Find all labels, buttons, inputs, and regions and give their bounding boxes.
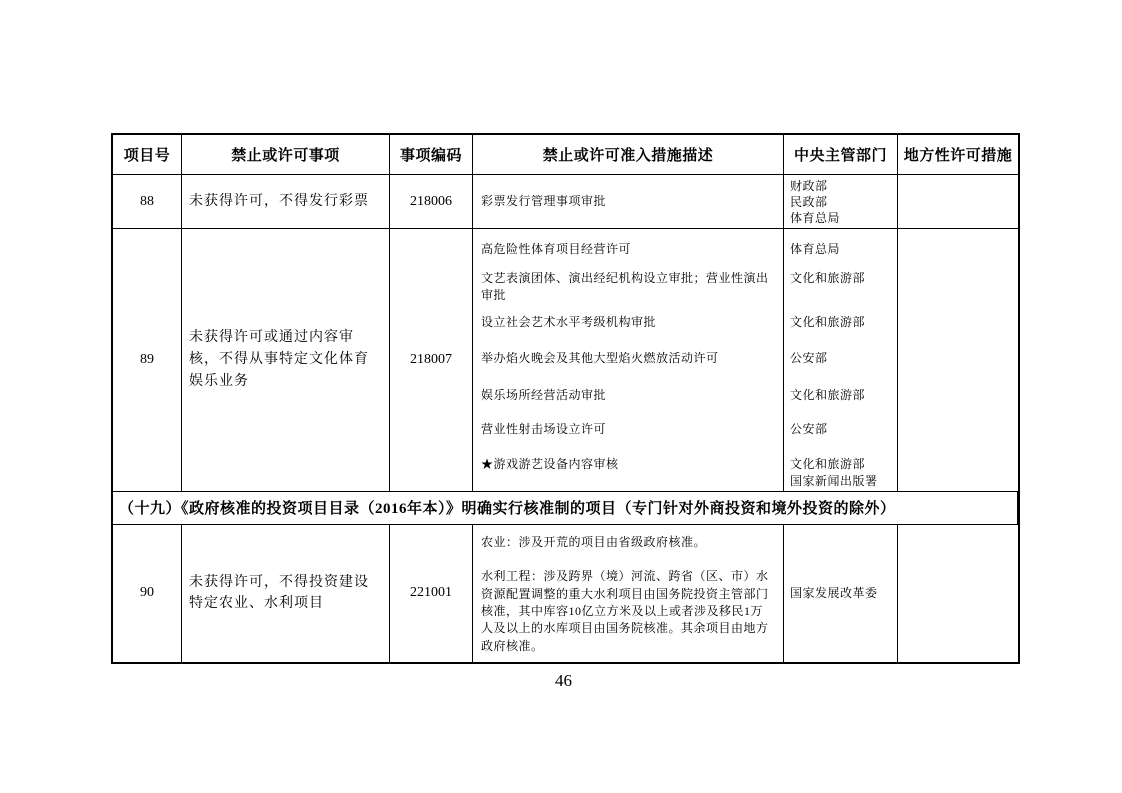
department-line: 国家新闻出版署 — [790, 474, 878, 489]
col-header-item-code: 事项编码 — [390, 135, 473, 175]
measure-pair — [473, 264, 897, 308]
row88-local-measures-empty — [898, 175, 1018, 229]
page-number: 46 — [555, 671, 572, 690]
measure-pair — [473, 308, 897, 344]
measure-department: 公安部 — [790, 351, 828, 365]
row90-central-department: 国家发展改革委 — [784, 525, 898, 662]
measure-description: 娱乐场所经营活动审批 — [473, 381, 784, 415]
measure-pair — [473, 381, 897, 415]
measure-department: 文化和旅游部 — [790, 388, 866, 402]
col-header-measure-description: 禁止或许可准入措施描述 — [473, 135, 784, 175]
section-heading: （十九）《政府核准的投资项目目录（2016年本）》明确实行核准制的项目（专门针对外商投资和境外投资的除外） — [113, 492, 1018, 525]
row89-local-measures-empty — [898, 229, 1018, 492]
row89-measures-cell — [473, 229, 898, 492]
measure-pair — [473, 415, 897, 450]
prohibition-permit-table — [111, 133, 1020, 664]
measure-description: 农业：涉及开荒的项目由省级政府核准。 — [481, 534, 707, 549]
row89-measure-pairs — [473, 229, 897, 491]
measure-description: 设立社会艺术水平考级机构审批 — [473, 308, 784, 344]
row90-local-measures-empty — [898, 525, 1018, 662]
row88-central-departments — [784, 175, 898, 229]
row90-prohibited-item: 未获得许可，不得投资建设特定农业、水利项目 — [182, 525, 390, 662]
department-line: 文化和旅游部 — [790, 457, 866, 471]
col-header-central-department: 中央主管部门 — [784, 135, 898, 175]
row90-item-code: 221001 — [390, 525, 473, 662]
row89-project-number: 89 — [113, 229, 182, 492]
measure-description: 举办焰火晚会及其他大型焰火燃放活动许可 — [473, 344, 784, 381]
col-header-prohibited-item: 禁止或许可事项 — [182, 135, 390, 175]
row89-prohibited-item: 未获得许可或通过内容审核，不得从事特定文化体育娱乐业务 — [182, 229, 390, 492]
measure-department: 文化和旅游部 — [790, 271, 866, 285]
row88-prohibited-item: 未获得许可，不得发行彩票 — [182, 175, 390, 229]
row88-project-number: 88 — [113, 175, 182, 229]
department-line: 体育总局 — [790, 211, 841, 225]
row90-project-number: 90 — [113, 525, 182, 662]
measure-departments — [784, 450, 897, 491]
measure-department: 公安部 — [790, 422, 828, 436]
row88-item-code: 218006 — [390, 175, 473, 229]
col-header-project-number: 项目号 — [113, 135, 182, 175]
measure-description: 文艺表演团体、演出经纪机构设立审批；营业性演出审批 — [473, 264, 784, 308]
col-header-local-measures: 地方性许可措施 — [898, 135, 1018, 175]
measure-description: 营业性射击场设立许可 — [473, 415, 784, 450]
measure-pair — [473, 450, 897, 491]
measure-department: 文化和旅游部 — [790, 315, 866, 329]
row90-measure-descriptions — [473, 525, 784, 662]
measure-description: 水利工程：涉及跨界（境）河流、跨省（区、市）水资源配置调整的重大水利项目由国务院投资主管部门核准，其中库容10亿立方米及以上或者涉及移民1万人及以上的水库项目由国务院核准。其余项目由地方政府核准。 — [481, 569, 769, 653]
measure-pair — [473, 344, 897, 381]
row89-item-code: 218007 — [390, 229, 473, 492]
measure-department: 体育总局 — [790, 242, 841, 256]
measure-pair — [473, 229, 897, 264]
department-line: 民政部 — [790, 195, 828, 209]
measure-description: 高危险性体育项目经营许可 — [473, 229, 784, 264]
department-line: 财政部 — [790, 179, 828, 193]
measure-description: ★游戏游艺设备内容审核 — [473, 450, 784, 491]
row88-measure-description: 彩票发行管理事项审批 — [473, 175, 784, 229]
